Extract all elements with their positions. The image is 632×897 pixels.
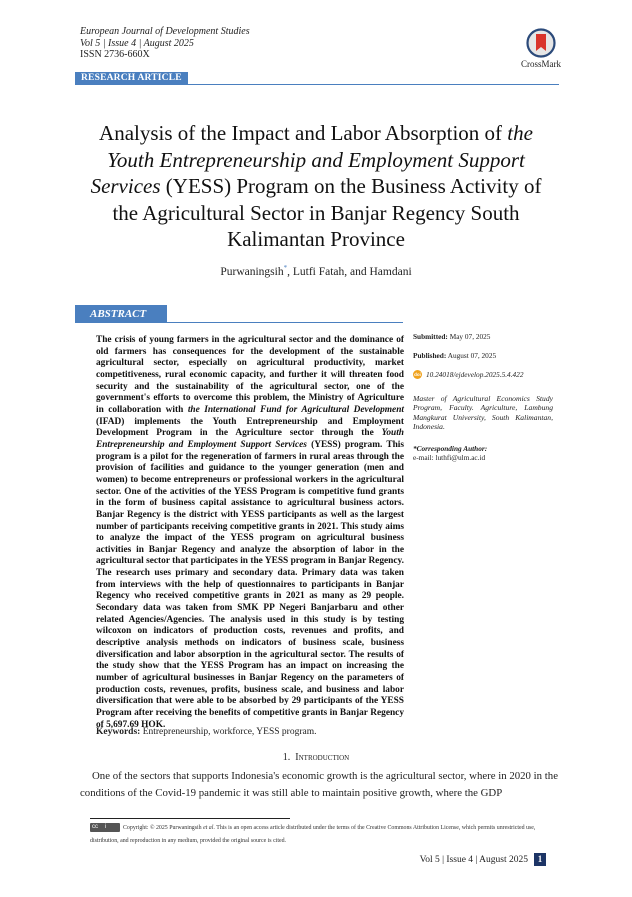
abstract-segment: (YESS) program. This program is a pilot for the regeneration of farmers in rural areas through the provision of facilities and guidance to the younger generation (men and women) to become entrepreneurs or professional workers in the agricultural sector. One of the activities of the YESS Program is competitive fund grants in the form of business capital assistance to agricultural business actors. Banjar Regency is the district with YESS participants as well as the largest number of participants receiving competitive grants in 2021. This study aims to analyze the impact of the YESS program on agricultural business activities in Banjar Regency and analyze the absorption of labor in the agricultural sector that participates in the YESS program in Banjar Regency. The research uses primary and secondary data. Primary data was taken from interviews with the help of questionnaires to participants in Banjar Regency who received competitive grants in 2021 as many as 29 people. Secondary data was taken from SMK PP Negeri Banjarbaru and other related Agencies/Agencies. The analysis used in this study is by testing wilcoxon on indicators of production costs, revenues and profits, and descriptive analysis methods on indicators of business scale, business diversification and labor absorption in the agricultural sector. The results of the study show that the YESS Program has an impact on increasing the number of agricultural businesses in Banjar Regency on the parameters of production costs, revenues, profits, business scale, and business and labor diversification that were able to be absorbed by 29 participants of the YESS Program after receiving the benefits of competitive grants in Banjar Regency of 5,697.69 HOK. xyxy=(96,439,404,730)
page-footer xyxy=(420,853,546,866)
keywords-label: Keywords: xyxy=(96,727,141,737)
published-row xyxy=(413,351,553,360)
published-label: Published: xyxy=(413,351,447,360)
journal-issn: ISSN 2736-660X xyxy=(80,49,150,60)
doi-icon: doi xyxy=(414,372,421,377)
copyright-notice xyxy=(90,822,556,848)
article-type-label: RESEARCH ARTICLE xyxy=(75,72,188,85)
abstract-italic: Youth Entrepreneurship and Employment Support Services xyxy=(96,428,404,450)
submitted-label: Submitted: xyxy=(413,332,448,341)
introduction-paragraph: One of the sectors that supports Indonesia's economic growth is the agricultural sector, where in 2020 in the conditions of the Covid-19 pandemic it was still able to maintain positive growth, where the GDP xyxy=(80,770,558,799)
published-date: August 07, 2025 xyxy=(447,351,497,360)
keywords-value: Entrepreneurship, workforce, YESS program. xyxy=(140,727,317,737)
doi-value[interactable]: 10.24018/ejdevelop.2025.5.4.422 xyxy=(426,370,524,379)
article-type-bar xyxy=(75,72,559,85)
article-info-sidebar xyxy=(413,332,553,462)
abstract-segment: The crisis of young farmers in the agricultural sector and the dominance of old farmers has consequences for the development of the sustainable agricultural sector, especially on agricultural productivity, market competitiveness, rural economic capacity, and further it will threaten food security and the sustainability of the agricultural sector, one of the government's efforts to overcome this problem, the Ministry of Agriculture in collaboration with xyxy=(96,335,404,415)
doi-link[interactable] xyxy=(413,370,553,379)
crossmark-icon xyxy=(526,28,556,58)
author-list xyxy=(80,264,552,278)
corresponding-marker: * xyxy=(283,264,288,272)
journal-header xyxy=(80,26,250,61)
affiliation: Master of Agricultural Economics Study Program, Faculty. Agriculture, Lambung Mangkurat University, South Kalimantan, Indonesia. xyxy=(413,394,553,432)
cc-by-license-icon[interactable] xyxy=(90,823,120,832)
journal-name: European Journal of Development Studies xyxy=(80,26,250,37)
corresponding-email[interactable]: e-mail: luthfi@ulm.ac.id xyxy=(413,452,486,462)
submitted-date: May 07, 2025 xyxy=(449,332,491,341)
journal-issue: Vol 5 | Issue 4 | August 2025 xyxy=(80,37,194,49)
title-part1: Analysis of the Impact and Labor Absorption of xyxy=(99,121,508,145)
article-title xyxy=(80,120,552,253)
abstract-text xyxy=(96,335,404,731)
keywords xyxy=(96,727,316,737)
title-part2: (YESS) Program on the Business Activity of the Agricultural Sector in Banjar Regency South Kalimantan Province xyxy=(112,174,542,251)
author-others: , Lutfi Fatah, and Hamdani xyxy=(287,265,412,278)
page-number: 1 xyxy=(534,853,546,866)
section-title: Introduction xyxy=(295,752,350,763)
copyright-text: . This is an open access article distributed under the terms of the Creative Commons Attribution License, which permits unrestricted use, distribution, and reproduction in any medium, provided the original source is cited. xyxy=(90,825,536,844)
copyright-et-al: et al xyxy=(203,825,214,831)
author-corresponding[interactable]: Purwaningsih xyxy=(220,265,284,278)
abstract-label: ABSTRACT xyxy=(75,305,167,323)
footer-issue: Vol 5 | Issue 4 | August 2025 xyxy=(419,854,528,865)
crossmark-label: CrossMark xyxy=(521,59,561,69)
section-number: 1. xyxy=(282,752,291,763)
abstract-segment: (IFAD) implements the Youth Entrepreneurship and Employment Development Program in the Agriculture sector through the xyxy=(96,416,404,439)
abstract-italic: the International Fund for Agricultural Development xyxy=(187,404,404,415)
copyright-text: Copyright: © 2025 Purwaningsih xyxy=(123,825,204,831)
corresponding-author-label: *Corresponding Author: xyxy=(413,443,488,453)
footnote-divider xyxy=(90,818,290,819)
title-italic: the Youth Entrepreneurship and Employment Support Services xyxy=(90,121,533,198)
section-heading-introduction xyxy=(80,752,552,763)
submitted-row xyxy=(413,332,553,341)
crossmark-badge[interactable] xyxy=(516,28,566,69)
abstract-header-bar xyxy=(75,305,403,323)
